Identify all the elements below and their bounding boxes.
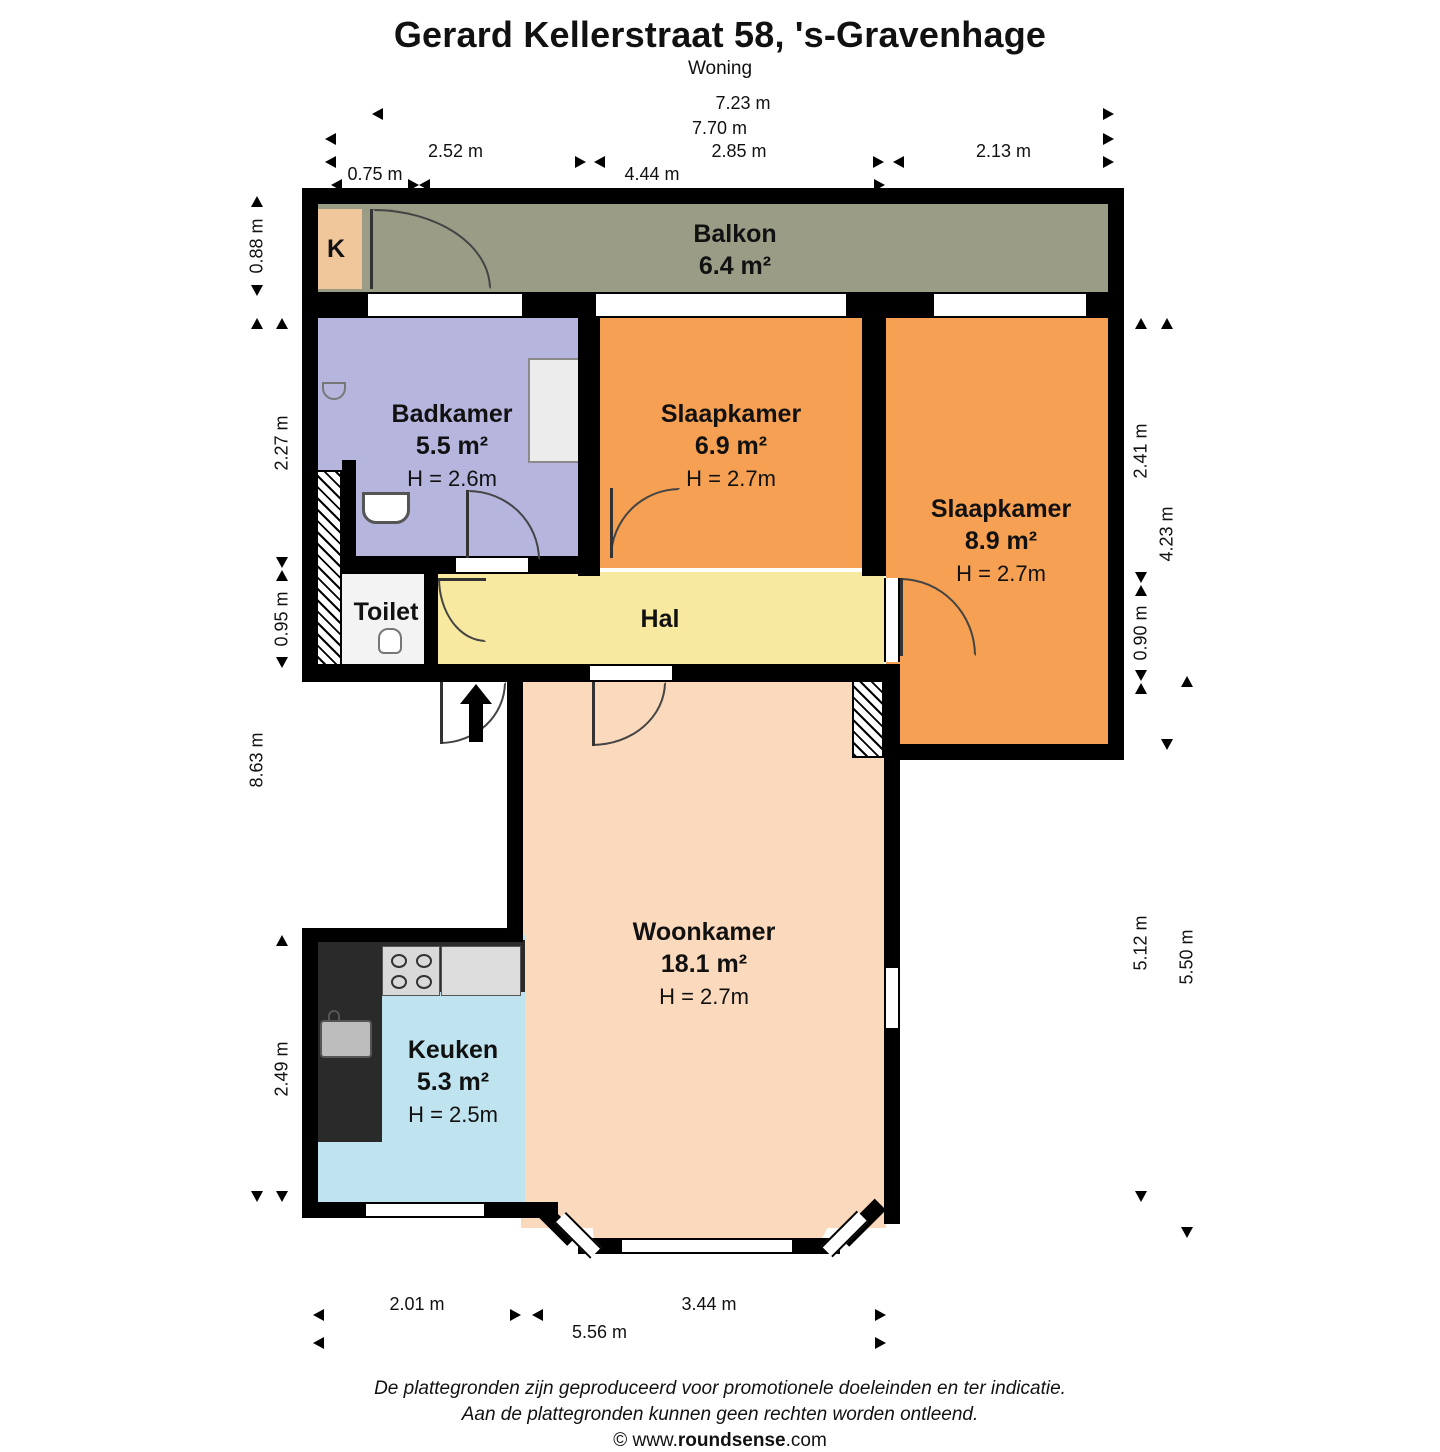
wall-woonkamer-left	[507, 664, 523, 942]
wall-slaapkamer1-right	[862, 304, 886, 576]
wall-left-lower-stub	[302, 664, 440, 682]
wall-right-step	[884, 744, 1124, 760]
dimension-label: 7.23 m	[710, 93, 775, 114]
label-hal: Hal	[640, 605, 680, 633]
page-subtitle: Woning	[687, 58, 753, 79]
label-slaapkamer2-name: Slaapkamer	[930, 495, 1072, 523]
window-balcony-2	[596, 292, 846, 318]
dimension-label: 2.27 m	[272, 410, 293, 475]
toilet-fixture-icon	[378, 628, 402, 654]
kitchen-tap-icon	[328, 1010, 340, 1022]
dimension-label: 7.70 m	[687, 118, 752, 139]
window-hal-bottom	[590, 664, 672, 682]
window-slaapkamer2-door	[884, 578, 900, 662]
copyright-prefix: © www.	[613, 1430, 678, 1451]
dimension-label: 0.75 m	[342, 164, 407, 185]
label-badkamer-name: Badkamer	[391, 400, 513, 428]
dimension-label: 4.23 m	[1157, 501, 1178, 566]
dimension-label: 3.44 m	[676, 1294, 741, 1315]
kitchen-worktop	[441, 946, 521, 996]
window-balcony-3	[934, 292, 1086, 318]
kitchen-hob-burner-3	[391, 975, 407, 989]
dimension-label: 0.95 m	[272, 586, 293, 651]
kitchen-sink	[320, 1020, 372, 1058]
door-slaapkamer1-leaf	[610, 488, 613, 558]
kitchen-hob-burner-2	[416, 954, 432, 968]
footer-line-1: De plattegronden zijn geproduceerd voor promotionele doeleinden en ter indicatie.	[374, 1378, 1066, 1399]
label-woonkamer-name: Woonkamer	[632, 918, 776, 946]
label-balkon-name: Balkon	[693, 220, 777, 248]
kitchen-hob-burner-4	[416, 975, 432, 989]
label-keuken-area: 5.3 m²	[416, 1068, 490, 1096]
label-slaapkamer1-name: Slaapkamer	[660, 400, 802, 428]
label-toilet: Toilet	[353, 598, 419, 626]
wall-top	[302, 188, 1124, 204]
wall-keuken-top	[302, 928, 523, 942]
bathroom-bath-icon	[362, 492, 410, 524]
label-k: K	[326, 235, 346, 263]
label-badkamer-area: 5.5 m²	[415, 432, 489, 460]
dimension-label: 5.56 m	[567, 1322, 632, 1343]
footer-copyright	[0, 1430, 1440, 1452]
dimension-label: 2.01 m	[384, 1294, 449, 1315]
dimension-label: 4.44 m	[619, 164, 684, 185]
door-badkamer-leaf	[466, 490, 469, 558]
dimension-label: 5.12 m	[1131, 910, 1152, 975]
label-badkamer-height: H = 2.6m	[407, 466, 497, 491]
door-slaapkamer2-leaf	[900, 578, 903, 656]
window-keuken-bottom	[366, 1202, 484, 1218]
wall-woonkamer-right	[884, 664, 900, 1224]
dimension-label: 2.49 m	[272, 1036, 293, 1101]
dimension-label: 2.41 m	[1131, 418, 1152, 483]
dimension-label: 2.13 m	[971, 141, 1036, 162]
label-woonkamer-area: 18.1 m²	[660, 950, 748, 978]
copyright-brand: roundsense	[677, 1430, 786, 1451]
label-keuken-name: Keuken	[407, 1036, 499, 1064]
page-title: Gerard Kellerstraat 58, 's-Gravenhage	[393, 14, 1047, 55]
label-slaapkamer1-height: H = 2.7m	[686, 466, 776, 491]
shaft-hatch-woonkamer	[852, 678, 884, 758]
wall-right-upper	[1108, 188, 1124, 760]
footer-line-2: Aan de plattegronden kunnen geen rechten worden ontleend.	[461, 1404, 979, 1425]
dimension-label: 2.52 m	[423, 141, 488, 162]
shaft-hatch-left	[314, 470, 342, 670]
dimension-label: 0.90 m	[1131, 600, 1152, 665]
kitchen-hob	[382, 946, 440, 996]
door-toilet-leaf	[438, 578, 486, 581]
label-slaapkamer2-area: 8.9 m²	[964, 527, 1038, 555]
dimension-label: 0.88 m	[247, 213, 268, 278]
room-woonkamer	[521, 668, 886, 1228]
door-woonkamer-leaf	[592, 682, 595, 746]
dimension-label: 2.85 m	[706, 141, 771, 162]
label-balkon-area: 6.4 m²	[698, 252, 772, 280]
copyright-suffix: .com	[785, 1430, 827, 1451]
wall-keuken-left	[302, 928, 318, 1216]
dimension-label: 8.63 m	[247, 727, 268, 792]
window-woonkamer-right	[884, 968, 900, 1028]
label-slaapkamer2-height: H = 2.7m	[956, 561, 1046, 586]
kitchen-hob-burner-1	[391, 954, 407, 968]
label-woonkamer-height: H = 2.7m	[659, 984, 749, 1009]
kitchen-counter-left	[310, 992, 382, 1142]
dimension-label: 5.50 m	[1177, 924, 1198, 989]
label-slaapkamer1-area: 6.9 m²	[694, 432, 768, 460]
door-entrance-leaf	[440, 682, 443, 744]
window-balcony-1	[368, 292, 522, 318]
window-bay-bottom	[622, 1238, 792, 1254]
entrance-direction-arrow	[456, 684, 496, 742]
label-keuken-height: H = 2.5m	[408, 1102, 498, 1127]
